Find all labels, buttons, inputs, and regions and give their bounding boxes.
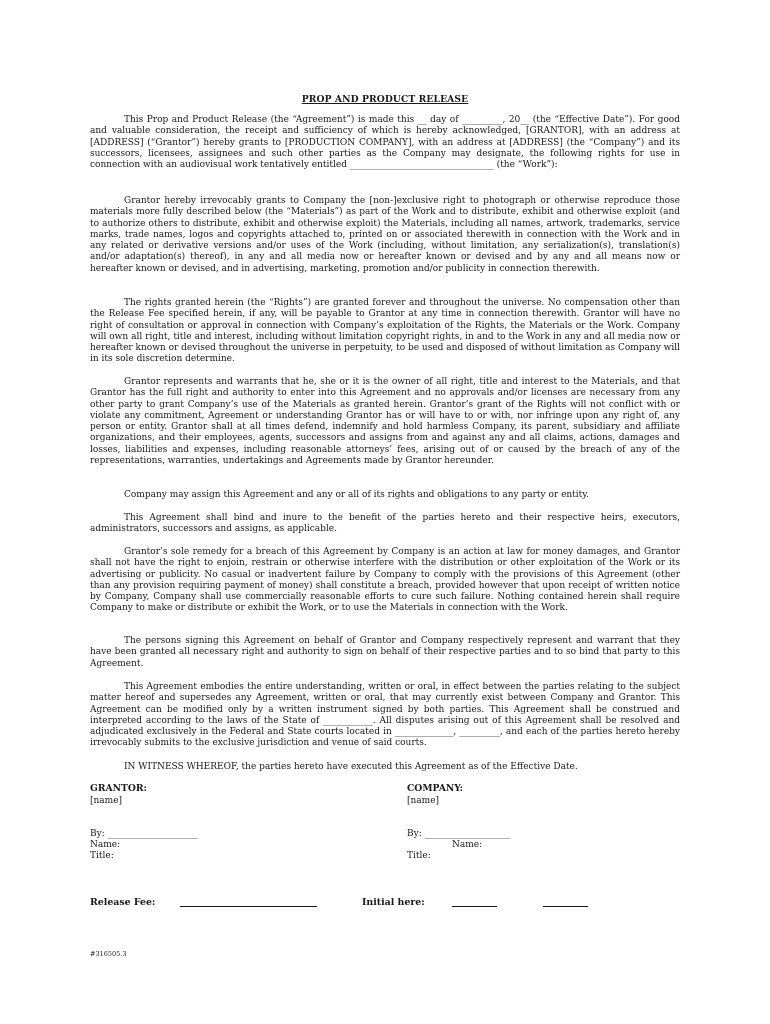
company-title-label: Title: [407,851,431,861]
grantor-name-placeholder: [name] [90,796,123,806]
page-title: PROP AND PRODUCT RELEASE [301,94,469,105]
grantor-initial-blank[interactable] [452,906,497,907]
paragraph-authority: The persons signing this Agreement on behalf of Grantor and Company respectively represent and warrant that they have been granted all necessary right and authority to sign on behalf of their respective parties and to so bind that party to this Agreement. [90,636,680,669]
grantor-name-label: Name: [90,840,121,850]
company-name-placeholder: [name] [407,796,440,806]
paragraph-preamble: This Prop and Product Release (the “Agreement”) is made this __ day of _________, 20__ (the “Effective Date”). For good and valuable consideration, the receipt and sufficiency of which is hereby acknowledged, [GRANTOR], with an address at [ADDRESS] (“Grantor”) hereby grants to [PRODUCTION COMPANY], with an address at [ADDRESS] (the “Company”) and its successors, licensees, assignees and such other parties as the Company may designate, the following rights for use in connection with an audiovisual work tentatively entitled ________________________________ (the “Work”): [90,115,680,171]
release-fee-blank[interactable] [180,906,317,907]
initial-here-label: Initial here: [362,897,425,908]
company-name-label: Name: [452,840,483,850]
paragraph-representations: Grantor represents and warrants that he, she or it is the owner of all right, title and interest to the Materials, and that Grantor has the full right and authority to enter into this Agreement and no approvals and/or licenses are necessary from any other party to grant Company’s use of the Materials as granted herein. Grantor’s grant of the Rights will not conflict with or violate any commitment, Agreement or understanding Grantor has or will have to or with, nor infringe upon any right of, any person or entity. Grantor shall at all times defend, indemnify and hold harmless Company, its parent, subsidiary and affiliate organizations, and their employees, agents, successors and assigns from and against any and all claims, actions, damages and losses, liabilities and expenses, including reasonable attorneys’ fees, arising out of or caused by the breach of any of the representations, warranties, undertakings and Agreements made by Grantor hereunder. [90,377,680,467]
company-heading: COMPANY: [407,783,464,794]
paragraph-binding-effect: This Agreement shall bind and inure to the benefit of the parties hereto and their respective heirs, executors, administrators, successors and assigns, as applicable. [90,513,680,535]
document-number: #316505.3 [90,950,127,958]
grantor-by-line: By: ____________________ [90,829,198,839]
paragraph-witness: IN WITNESS WHEREOF, the parties hereto have executed this Agreement as of the Effective Date. [124,762,578,772]
release-fee-label: Release Fee: [90,897,156,908]
grantor-heading: GRANTOR: [90,783,147,794]
paragraph-rights-compensation: The rights granted herein (the “Rights”) are granted forever and throughout the universe. No compensation other than the Release Fee specified herein, if any, will be payable to Grantor at any time in connection therewith. Grantor will have no right of consultation or approval in connection with Company’s exploitation of the Rights, the Materials or the Work. Company will own all right, title and interest, including without limitation copyright rights, in and to the Work in any and all media now or hereafter known or devised throughout the universe in perpetuity, to be used and disposed of without limitation as Company will in its sole discretion determine. [90,298,680,365]
grantor-title-label: Title: [90,851,114,861]
company-by-line: By: ___________________ [407,829,511,839]
paragraph-remedies: Grantor’s sole remedy for a breach of this Agreement by Company is an action at law for money damages, and Grantor shall not have the right to enjoin, restrain or otherwise interfere with the distribution or other exploitation of the Work or its advertising or publicity. No casual or inadvertent failure by Company to comply with the provisions of this Agreement (other than any provision requiring payment of money) shall constitute a breach, provided however that upon receipt of written notice by Company, Company shall use commercially reasonable efforts to cure such failure. Nothing contained herein shall require Company to make or distribute or exhibit the Work, or to use the Materials in connection with the Work. [90,547,680,614]
paragraph-assignment: Company may assign this Agreement and any or all of its rights and obligations to any party or entity. [124,490,590,500]
paragraph-grant-of-rights: Grantor hereby irrevocably grants to Company the [non-]exclusive right to photograph or otherwise reproduce those materials more fully described below (the “Materials”) as part of the Work and to distribute, exhibit and otherwise exploit (and to authorize others to distribute, exhibit and otherwise exploit) the Materials, including all names, artwork, trademarks, service marks, trade names, logos and copyrights attached to, printed on or associated therewith in connection with the Work and in any related or derivative versions and/or uses of the Work (including, without limitation, any serialization(s), translation(s) and/or adaptation(s) thereof), in any and all media now or hereafter known or devised and by any and all means now or hereafter known or devised, and in advertising, marketing, promotion and/or publicity in connection therewith. [90,196,680,274]
company-initial-blank[interactable] [543,906,588,907]
paragraph-entire-agreement: This Agreement embodies the entire understanding, written or oral, in effect between the parties relating to the subject matter hereof and supersedes any Agreement, written or oral, that may currently exist between Company and Grantor. This Agreement can be modified only by a written instrument signed by both parties. This Agreement shall be construed and interpreted according to the laws of the State of ___________. All disputes arising out of this Agreement shall be resolved and adjudicated exclusively in the Federal and State courts located in _____________, _________, and each of the parties hereto hereby irrevocably submits to the exclusive jurisdiction and venue of said courts. [90,682,680,749]
